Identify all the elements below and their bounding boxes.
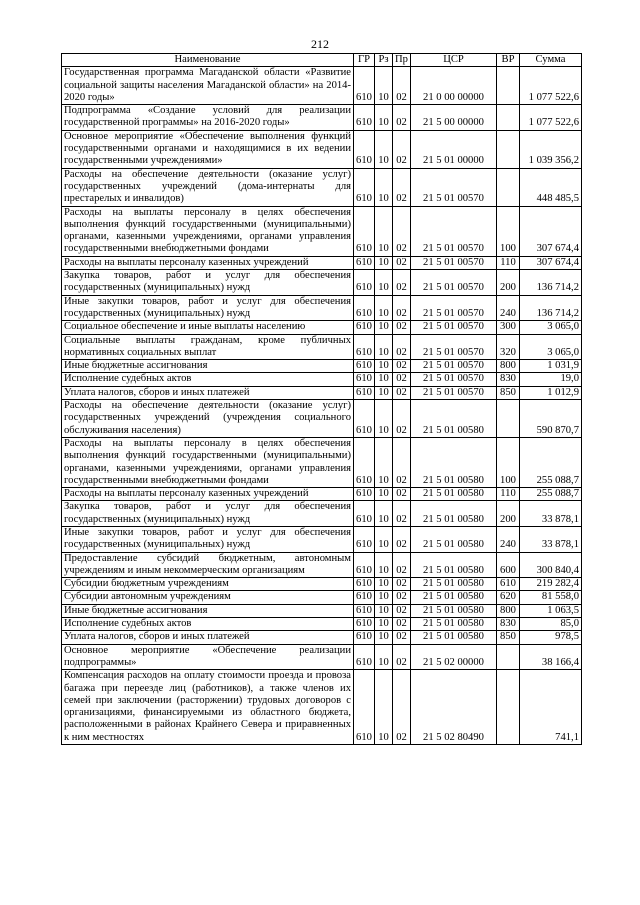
row-pr: 02 [393, 501, 411, 527]
row-vr [497, 670, 520, 745]
row-csr: 21 5 01 00570 [411, 360, 497, 373]
row-pr: 02 [393, 488, 411, 501]
row-vr: 850 [497, 631, 520, 644]
row-sum: 741,1 [520, 670, 582, 745]
row-rz: 10 [375, 321, 393, 334]
header-gr: ГР [354, 54, 375, 67]
row-vr: 240 [497, 526, 520, 552]
row-sum: 307 674,4 [520, 206, 582, 256]
table-row [62, 552, 582, 578]
row-rz: 10 [375, 618, 393, 631]
table-row [62, 105, 582, 131]
row-rz: 10 [375, 360, 393, 373]
row-name: Исполнение судебных актов [62, 618, 354, 631]
table-row [62, 386, 582, 399]
row-csr: 21 5 01 00570 [411, 334, 497, 360]
table-row [62, 206, 582, 256]
table-row [62, 644, 582, 670]
table-row [62, 578, 582, 591]
row-gr: 610 [354, 105, 375, 131]
table-row [62, 400, 582, 438]
row-gr: 610 [354, 400, 375, 438]
row-gr: 610 [354, 488, 375, 501]
row-vr: 800 [497, 360, 520, 373]
row-name: Компенсация расходов на оплату стоимости проезда и провоза багажа при переезде лиц (работников), а также членов их семей при заключении (расторжении) трудовых договоров с организациями, финансируемыми из областного бюджета, расположенными в районах Крайнего Севера и приравненных к ним местностях [62, 670, 354, 745]
row-csr: 21 5 01 00000 [411, 130, 497, 168]
row-rz: 10 [375, 373, 393, 386]
row-rz: 10 [375, 295, 393, 321]
header-row [62, 54, 582, 67]
table-row [62, 321, 582, 334]
table-row [62, 360, 582, 373]
row-sum: 3 065,0 [520, 334, 582, 360]
row-sum: 85,0 [520, 618, 582, 631]
row-sum: 136 714,2 [520, 270, 582, 296]
row-name: Расходы на обеспечение деятельности (оказание услуг) государственных учреждений (дома-интернаты для престарелых и инвалидов) [62, 168, 354, 206]
table-row [62, 488, 582, 501]
table-row [62, 437, 582, 487]
row-pr: 02 [393, 360, 411, 373]
row-gr: 610 [354, 360, 375, 373]
row-sum: 1 077 522,6 [520, 105, 582, 131]
row-vr: 600 [497, 552, 520, 578]
row-rz: 10 [375, 578, 393, 591]
row-name: Предоставление субсидий бюджетным, автономным учреждениям и иным некоммерческим организациям [62, 552, 354, 578]
row-rz: 10 [375, 526, 393, 552]
row-name: Иные закупки товаров, работ и услуг для обеспечения государственных (муниципальных) нужд [62, 526, 354, 552]
row-gr: 610 [354, 591, 375, 604]
row-sum: 33 878,1 [520, 501, 582, 527]
row-gr: 610 [354, 168, 375, 206]
row-rz: 10 [375, 644, 393, 670]
row-vr: 320 [497, 334, 520, 360]
row-name: Расходы на выплаты персоналу казенных учреждений [62, 256, 354, 269]
row-rz: 10 [375, 631, 393, 644]
row-sum: 255 088,7 [520, 437, 582, 487]
row-sum: 81 558,0 [520, 591, 582, 604]
budget-table [61, 53, 582, 745]
row-vr: 850 [497, 386, 520, 399]
table-row [62, 256, 582, 269]
row-sum: 38 166,4 [520, 644, 582, 670]
row-pr: 02 [393, 334, 411, 360]
row-name: Исполнение судебных актов [62, 373, 354, 386]
row-vr: 300 [497, 321, 520, 334]
row-pr: 02 [393, 386, 411, 399]
row-name: Закупка товаров, работ и услуг для обеспечения государственных (муниципальных) нужд [62, 501, 354, 527]
row-rz: 10 [375, 501, 393, 527]
row-vr [497, 400, 520, 438]
table-row [62, 168, 582, 206]
row-rz: 10 [375, 400, 393, 438]
row-csr: 21 5 01 00570 [411, 321, 497, 334]
row-gr: 610 [354, 578, 375, 591]
row-gr: 610 [354, 644, 375, 670]
row-sum: 1 012,9 [520, 386, 582, 399]
row-name: Иные закупки товаров, работ и услуг для обеспечения государственных (муниципальных) нужд [62, 295, 354, 321]
row-gr: 610 [354, 604, 375, 617]
row-name: Субсидии автономным учреждениям [62, 591, 354, 604]
header-name: Наименование [62, 54, 354, 67]
row-csr: 21 5 01 00570 [411, 206, 497, 256]
row-name: Социальные выплаты гражданам, кроме публичных нормативных социальных выплат [62, 334, 354, 360]
row-name: Основное мероприятие «Обеспечение реализации подпрограммы» [62, 644, 354, 670]
table-row [62, 67, 582, 105]
row-rz: 10 [375, 488, 393, 501]
row-csr: 21 5 00 00000 [411, 105, 497, 131]
row-sum: 19,0 [520, 373, 582, 386]
row-rz: 10 [375, 130, 393, 168]
row-gr: 610 [354, 130, 375, 168]
table-row [62, 618, 582, 631]
row-rz: 10 [375, 105, 393, 131]
row-csr: 21 5 01 00580 [411, 631, 497, 644]
row-name: Иные бюджетные ассигнования [62, 604, 354, 617]
row-sum: 33 878,1 [520, 526, 582, 552]
row-pr: 02 [393, 670, 411, 745]
row-rz: 10 [375, 386, 393, 399]
row-vr [497, 105, 520, 131]
row-pr: 02 [393, 604, 411, 617]
row-vr: 240 [497, 295, 520, 321]
row-gr: 610 [354, 526, 375, 552]
row-name: Уплата налогов, сборов и иных платежей [62, 386, 354, 399]
row-name: Закупка товаров, работ и услуг для обеспечения государственных (муниципальных) нужд [62, 270, 354, 296]
table-row [62, 604, 582, 617]
row-sum: 1 031,9 [520, 360, 582, 373]
row-csr: 21 0 00 00000 [411, 67, 497, 105]
row-csr: 21 5 01 00580 [411, 488, 497, 501]
row-name: Государственная программа Магаданской области «Развитие социальной защиты населения Магаданской области» на 2014-2020 годы» [62, 67, 354, 105]
row-rz: 10 [375, 591, 393, 604]
row-csr: 21 5 01 00570 [411, 168, 497, 206]
row-sum: 448 485,5 [520, 168, 582, 206]
row-sum: 1 077 522,6 [520, 67, 582, 105]
row-gr: 610 [354, 206, 375, 256]
row-csr: 21 5 01 00570 [411, 256, 497, 269]
row-pr: 02 [393, 591, 411, 604]
row-rz: 10 [375, 604, 393, 617]
row-vr: 610 [497, 578, 520, 591]
row-pr: 02 [393, 526, 411, 552]
row-csr: 21 5 01 00580 [411, 526, 497, 552]
row-csr: 21 5 01 00580 [411, 501, 497, 527]
row-vr [497, 168, 520, 206]
row-vr: 620 [497, 591, 520, 604]
row-gr: 610 [354, 321, 375, 334]
row-pr: 02 [393, 578, 411, 591]
row-gr: 610 [354, 501, 375, 527]
row-sum: 1 039 356,2 [520, 130, 582, 168]
row-rz: 10 [375, 552, 393, 578]
row-vr: 830 [497, 618, 520, 631]
row-pr: 02 [393, 618, 411, 631]
row-pr: 02 [393, 644, 411, 670]
row-sum: 3 065,0 [520, 321, 582, 334]
row-name: Основное мероприятие «Обеспечение выполнения функций государственными органами и находящимися в их ведении государственными учреждениями» [62, 130, 354, 168]
row-pr: 02 [393, 552, 411, 578]
row-sum: 300 840,4 [520, 552, 582, 578]
row-sum: 136 714,2 [520, 295, 582, 321]
row-pr: 02 [393, 400, 411, 438]
row-rz: 10 [375, 670, 393, 745]
row-csr: 21 5 02 00000 [411, 644, 497, 670]
row-rz: 10 [375, 334, 393, 360]
row-pr: 02 [393, 373, 411, 386]
row-csr: 21 5 01 00580 [411, 604, 497, 617]
row-csr: 21 5 01 00580 [411, 618, 497, 631]
row-pr: 02 [393, 321, 411, 334]
row-csr: 21 5 01 00570 [411, 386, 497, 399]
table-row [62, 295, 582, 321]
row-gr: 610 [354, 373, 375, 386]
row-name: Социальное обеспечение и иные выплаты населению [62, 321, 354, 334]
row-pr: 02 [393, 168, 411, 206]
row-name: Расходы на выплаты персоналу в целях обеспечения выполнения функций государственными (муниципальными) органами, казенными учреждениями, органами управления государственными внебюджетными фондами [62, 206, 354, 256]
row-sum: 590 870,7 [520, 400, 582, 438]
row-vr: 200 [497, 270, 520, 296]
row-csr: 21 5 01 00570 [411, 373, 497, 386]
row-pr: 02 [393, 256, 411, 269]
row-gr: 610 [354, 334, 375, 360]
header-pr: Пр [393, 54, 411, 67]
row-csr: 21 5 01 00570 [411, 295, 497, 321]
header-sum: Сумма [520, 54, 582, 67]
table-row [62, 130, 582, 168]
table-row [62, 670, 582, 745]
row-rz: 10 [375, 437, 393, 487]
row-vr [497, 644, 520, 670]
row-gr: 610 [354, 386, 375, 399]
row-rz: 10 [375, 67, 393, 105]
row-vr: 100 [497, 206, 520, 256]
row-pr: 02 [393, 206, 411, 256]
row-vr [497, 130, 520, 168]
row-name: Подпрограмма «Создание условий для реализации государственной программы» на 2016-2020 годы» [62, 105, 354, 131]
row-pr: 02 [393, 295, 411, 321]
row-sum: 978,5 [520, 631, 582, 644]
row-gr: 610 [354, 618, 375, 631]
row-csr: 21 5 01 00580 [411, 591, 497, 604]
row-sum: 1 063,5 [520, 604, 582, 617]
row-gr: 610 [354, 631, 375, 644]
header-vr: ВР [497, 54, 520, 67]
row-csr: 21 5 02 80490 [411, 670, 497, 745]
row-pr: 02 [393, 67, 411, 105]
row-gr: 610 [354, 67, 375, 105]
row-gr: 610 [354, 552, 375, 578]
table-row [62, 591, 582, 604]
row-gr: 610 [354, 256, 375, 269]
row-vr: 110 [497, 256, 520, 269]
row-csr: 21 5 01 00580 [411, 437, 497, 487]
row-name: Субсидии бюджетным учреждениям [62, 578, 354, 591]
row-name: Расходы на обеспечение деятельности (оказание услуг) государственных учреждений (учреждения социального обслуживания населения) [62, 400, 354, 438]
table-row [62, 334, 582, 360]
row-csr: 21 5 01 00580 [411, 552, 497, 578]
row-name: Расходы на выплаты персоналу казенных учреждений [62, 488, 354, 501]
row-rz: 10 [375, 206, 393, 256]
row-sum: 255 088,7 [520, 488, 582, 501]
row-gr: 610 [354, 670, 375, 745]
table-row [62, 373, 582, 386]
row-gr: 610 [354, 295, 375, 321]
row-csr: 21 5 01 00580 [411, 400, 497, 438]
table-row [62, 631, 582, 644]
header-csr: ЦСР [411, 54, 497, 67]
row-vr: 830 [497, 373, 520, 386]
row-csr: 21 5 01 00570 [411, 270, 497, 296]
row-rz: 10 [375, 168, 393, 206]
row-name: Расходы на выплаты персоналу в целях обеспечения выполнения функций государственными (муниципальными) органами, казенными учреждениями, органами управления государственными внебюджетными фондами [62, 437, 354, 487]
row-vr: 800 [497, 604, 520, 617]
row-sum: 307 674,4 [520, 256, 582, 269]
page-number: 212 [311, 37, 329, 51]
row-rz: 10 [375, 256, 393, 269]
table-row [62, 526, 582, 552]
row-name: Иные бюджетные ассигнования [62, 360, 354, 373]
row-rz: 10 [375, 270, 393, 296]
row-sum: 219 282,4 [520, 578, 582, 591]
row-gr: 610 [354, 270, 375, 296]
row-name: Уплата налогов, сборов и иных платежей [62, 631, 354, 644]
row-gr: 610 [354, 437, 375, 487]
row-vr: 100 [497, 437, 520, 487]
table-row [62, 270, 582, 296]
row-vr: 110 [497, 488, 520, 501]
row-pr: 02 [393, 130, 411, 168]
table-row [62, 501, 582, 527]
row-vr: 200 [497, 501, 520, 527]
row-csr: 21 5 01 00580 [411, 578, 497, 591]
header-rz: Рз [375, 54, 393, 67]
row-pr: 02 [393, 105, 411, 131]
row-pr: 02 [393, 631, 411, 644]
row-pr: 02 [393, 270, 411, 296]
row-pr: 02 [393, 437, 411, 487]
row-vr [497, 67, 520, 105]
